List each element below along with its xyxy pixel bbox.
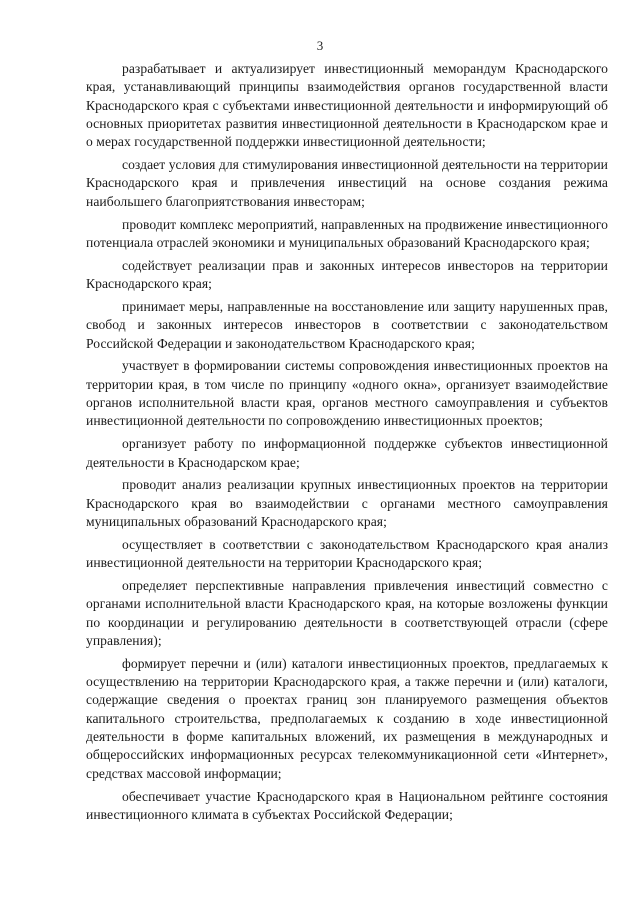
paragraph: проводит анализ реализации крупных инвестиционных проектов на территории Краснодарского края во взаимодействии с органами местного самоуправления муниципальных образований Краснодарского края; [86,477,608,529]
paragraph: принимает меры, направленные на восстановление или защиту нарушенных прав, свобод и законных интересов инвесторов в соответствии с законодательством Российской Федерации и законодательством Краснодарского края; [86,298,608,351]
paragraph: обеспечивает участие Краснодарского края в Национальном рейтинге состояния инвестиционного климата в субъектах Российской Федерации; [86,788,608,822]
paragraph: участвует в формировании системы сопровождения инвестиционных проектов на территории края, в том числе по принципу «одного окна», организует взаимодействие органов исполнительной власти края, органов местного самоуправления и субъектов инвестиционной деятельности по сопровождению инвестиционных проектов; [86,358,608,429]
paragraph: организует работу по информационной поддержке субъектов инвестиционной деятельности в Краснодарском крае; [86,436,608,470]
paragraph: формирует перечни и (или) каталоги инвестиционных проектов, предлагаемых к осуществлению на территории Краснодарского края, а также перечни и (или) каталоги, содержащие сведения о проектах границ зон планируемого размещения объектов капитального строительства, предполагаемых к созданию в ходе инвестиционной деятельности в форме капитальных вложений, их размещения в международных и общероссийских информационных ресурсах телекоммуникационной сети «Интернет», средствах массовой информации; [86,655,608,781]
paragraph: проводит комплекс мероприятий, направленных на продвижение инвестиционного потенциала отраслей экономики и муниципальных образований Краснодарского края; [86,216,608,250]
paragraph: разрабатывает и актуализирует инвестиционный меморандум Краснодарского края, устанавливающий принципы взаимодействия органов государственной власти Краснодарского края с субъектами инвестиционной деятельности и информирующий об основных приоритетах развития инвестиционной деятельности в Краснодарском крае и о мерах государственной поддержки инвестиционной деятельности; [86,61,608,150]
paragraph: определяет перспективные направления привлечения инвестиций совместно с органами исполнительной власти Краснодарского края, на которые возложены функции по координации и регулированию деятельности в соответствующей отрасли (сфере управления); [86,578,608,648]
page-number: 3 [316,38,324,53]
document-body [86,60,608,829]
paragraph: содействует реализации прав и законных интересов инвесторов на территории Краснодарского края; [86,257,608,292]
paragraph: создает условия для стимулирования инвестиционной деятельности на территории Краснодарского края и привлечения инвестиций на основе создания режима наибольшего благоприятствования инвесторам; [86,157,608,209]
paragraph: осуществляет в соответствии с законодательством Краснодарского края анализ инвестиционной деятельности на территории Краснодарского края; [86,536,608,571]
